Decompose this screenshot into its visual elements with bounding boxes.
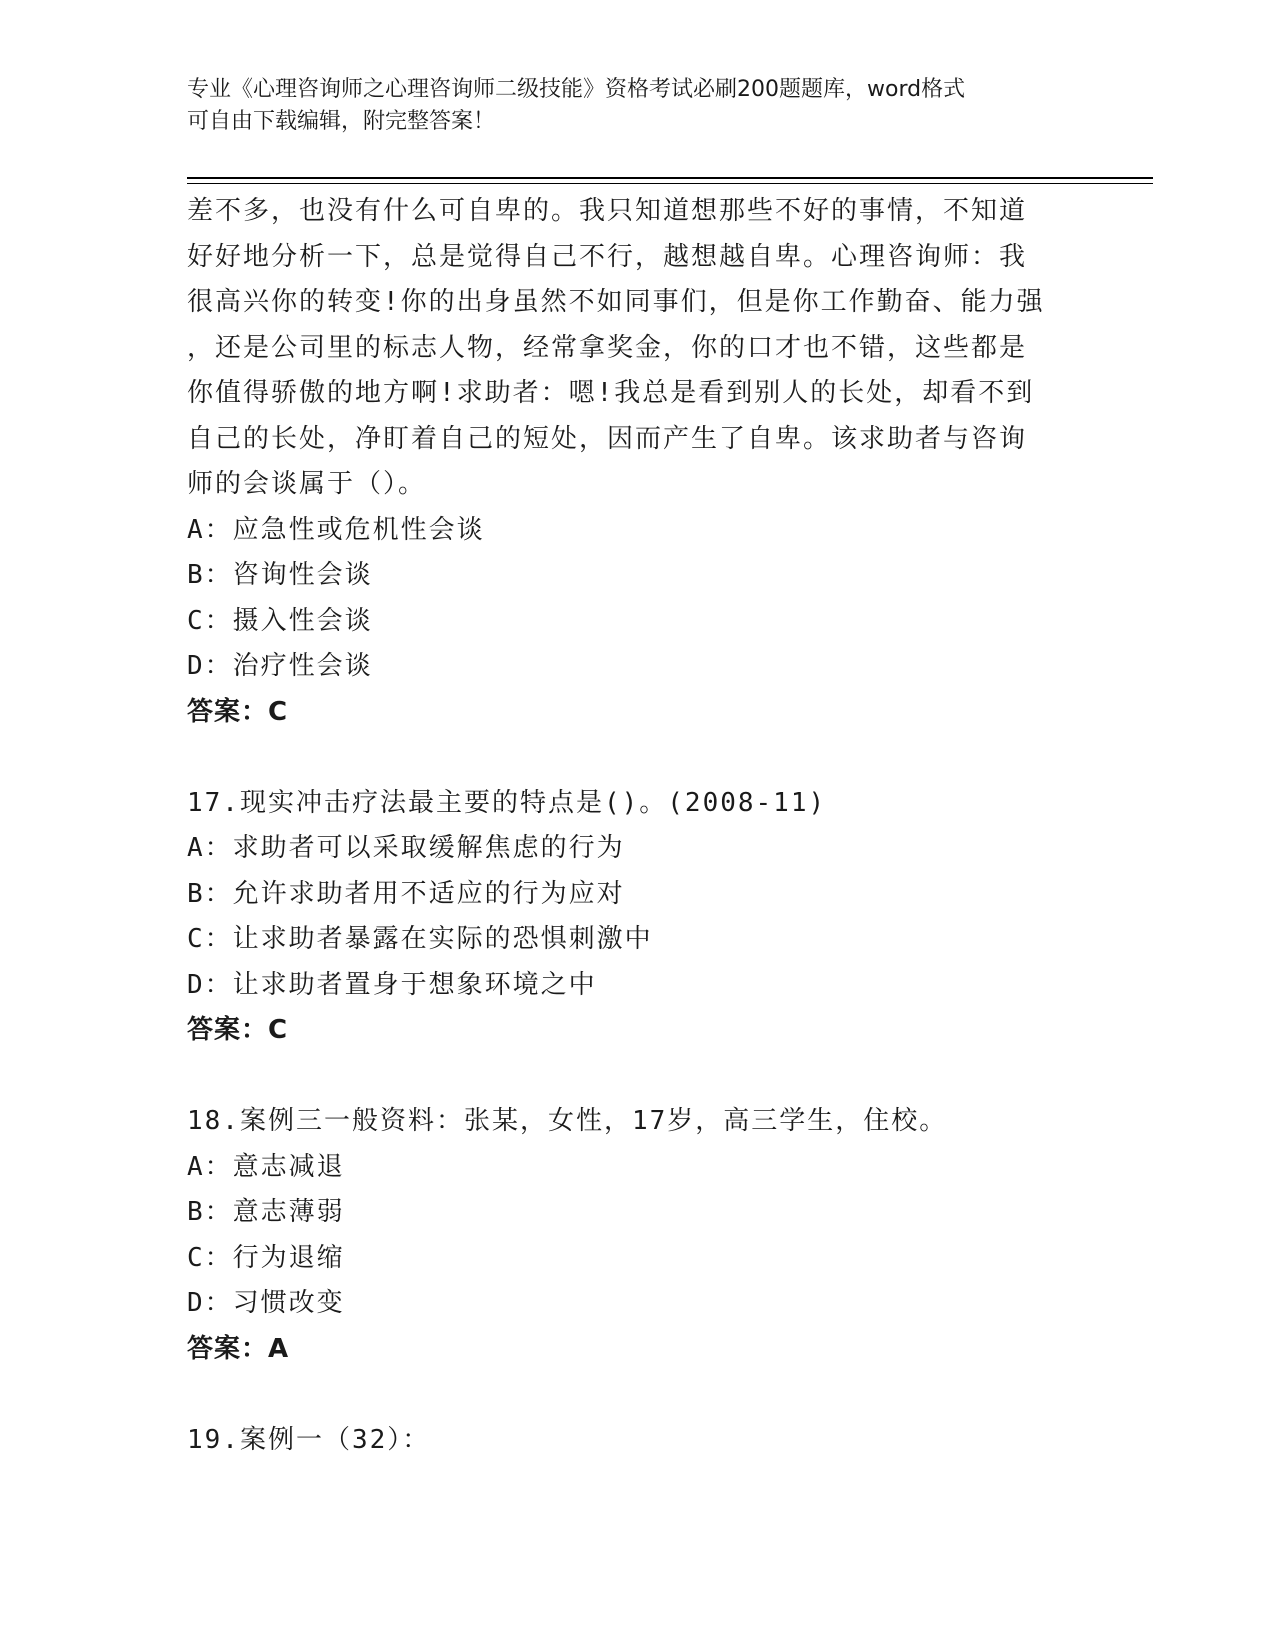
option-b: B：意志薄弱 <box>187 1197 345 1227</box>
question-stem: 19.案例一（32）： <box>187 1424 431 1455</box>
question-17 <box>187 781 1087 1054</box>
question-stem-line: 很高兴你的转变!你的出身虽然不如同事们，但是你工作勤奋、能力强 <box>187 287 1045 317</box>
option-b: B：允许求助者用不适应的行为应对 <box>187 878 625 909</box>
header-line-1: 专业《心理咨询师之心理咨询师二级技能》资格考试必刷200题题库，word格式 <box>187 77 966 102</box>
header-rule-thick <box>187 177 1153 179</box>
option-c: C：摄入性会谈 <box>187 605 373 636</box>
option-d: D：治疗性会谈 <box>187 651 373 681</box>
document-header <box>187 74 1067 138</box>
option-c: C：让求助者暴露在实际的恐惧刺激中 <box>187 924 653 954</box>
question-19 <box>187 1418 1087 1464</box>
option-d: D：习惯改变 <box>187 1288 345 1318</box>
spacer <box>187 735 1087 781</box>
option-c: C：行为退缩 <box>187 1242 345 1273</box>
header-line-2: 可自由下载编辑，附完整答案！ <box>187 109 496 134</box>
question-stem-line: 差不多，也没有什么可自卑的。我只知道想那些不好的事情，不知道 <box>187 196 1028 226</box>
option-b: B：咨询性会谈 <box>187 560 373 590</box>
option-a: A：意志减退 <box>187 1151 345 1182</box>
answer-label: 答案：C <box>187 1015 289 1045</box>
spacer <box>187 1054 1087 1100</box>
spacer <box>187 1372 1087 1418</box>
question-stem-line: 自己的长处，净盯着自己的短处，因而产生了自卑。该求助者与咨询 <box>187 423 1028 454</box>
question-18 <box>187 1099 1087 1372</box>
option-d: D：让求助者置身于想象环境之中 <box>187 969 597 1000</box>
question-stem-line: ，还是公司里的标志人物，经常拿奖金，你的口才也不错，这些都是 <box>187 332 1028 363</box>
option-a: A：求助者可以采取缓解焦虑的行为 <box>187 833 625 863</box>
question-16 <box>187 189 1087 735</box>
document-body <box>187 189 1087 1463</box>
header-rule-thin <box>187 183 1153 184</box>
question-stem: 17.现实冲击疗法最主要的特点是()。(2008-11) <box>187 787 827 818</box>
question-stem-line: 你值得骄傲的地方啊!求助者：嗯!我总是看到别人的长处，却看不到 <box>187 378 1035 408</box>
answer-label: 答案：C <box>187 696 289 727</box>
answer-label: 答案：A <box>187 1333 290 1364</box>
question-stem-line: 师的会谈属于（）。 <box>187 469 427 499</box>
question-stem-line: 好好地分析一下，总是觉得自己不行，越想越自卑。心理咨询师：我 <box>187 241 1028 272</box>
question-stem: 18.案例三一般资料：张某，女性，17岁，高三学生，住校。 <box>187 1106 948 1136</box>
option-a: A：应急性或危机性会谈 <box>187 514 485 545</box>
